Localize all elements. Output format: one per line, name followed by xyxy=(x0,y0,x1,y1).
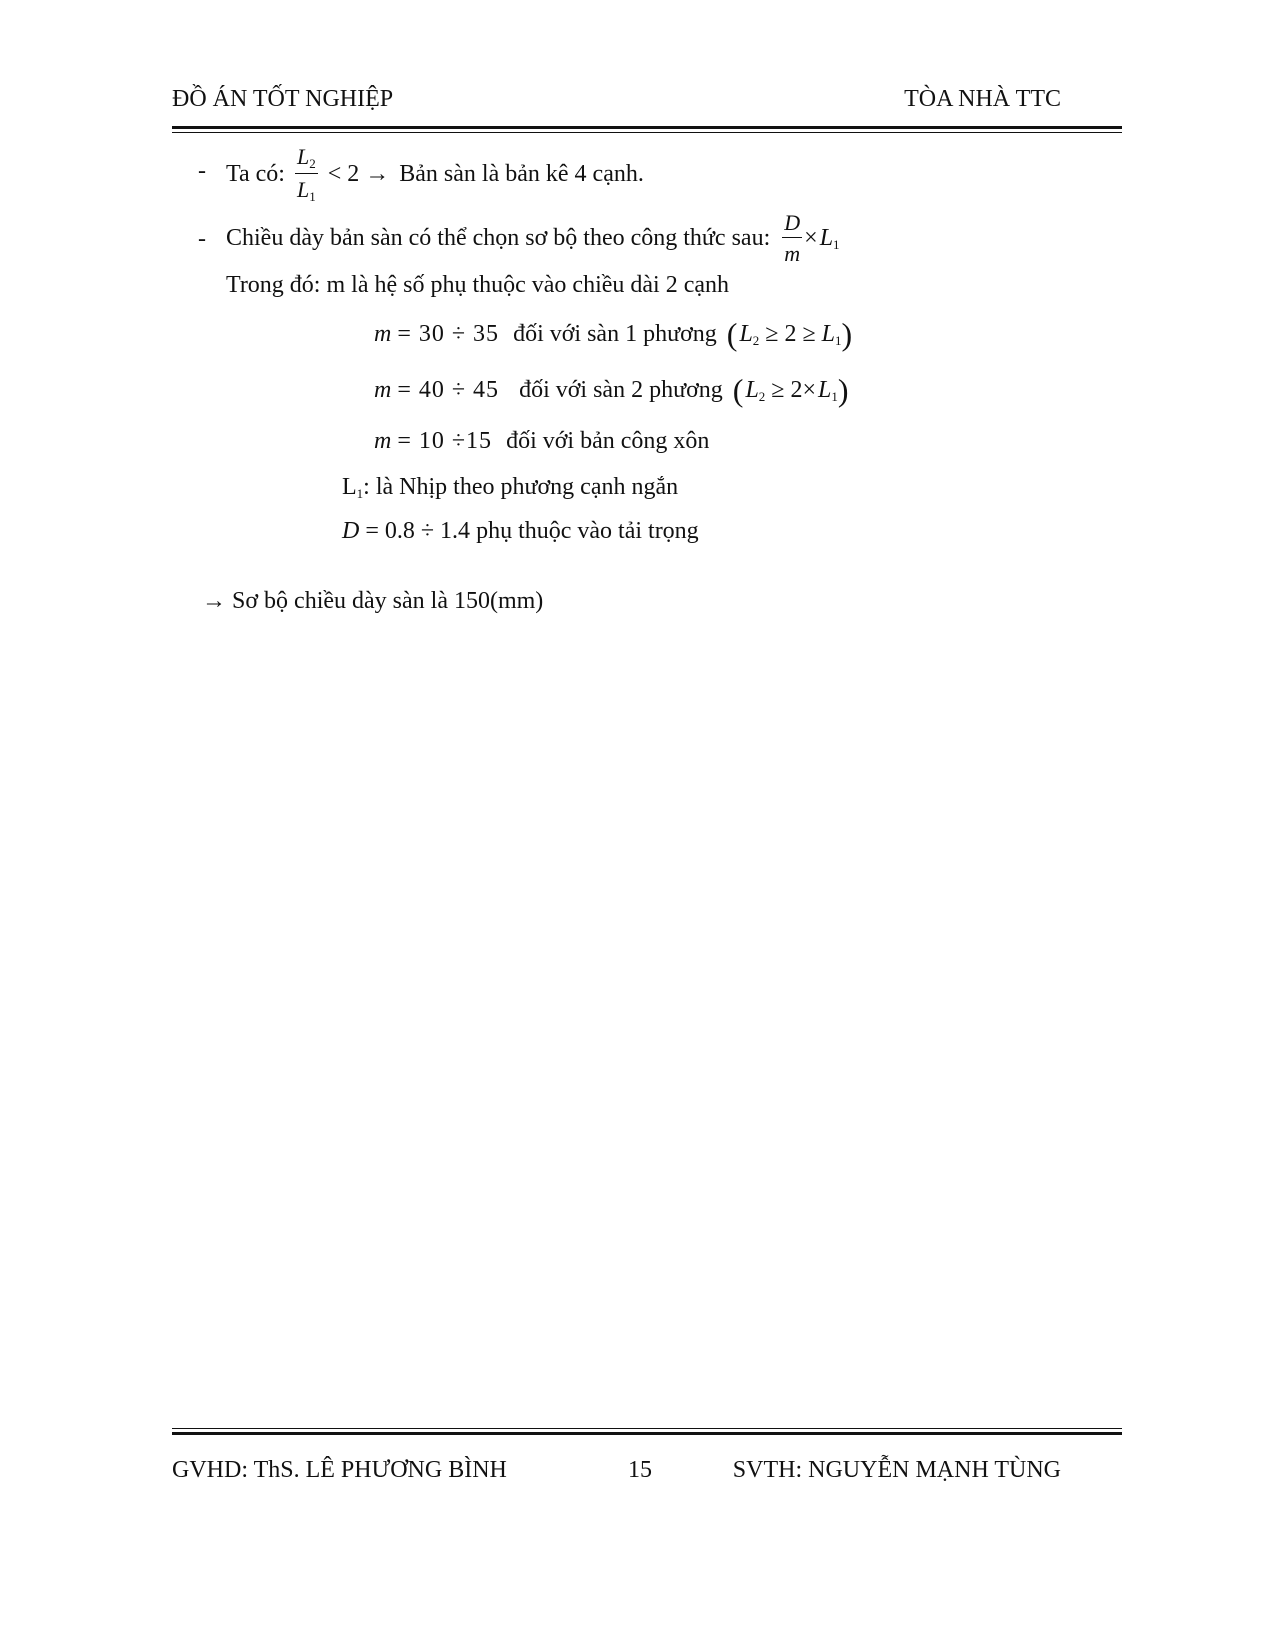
formula-num: D xyxy=(782,212,802,238)
footer-student: SVTH: NGUYỄN MẠNH TÙNG xyxy=(732,1457,1061,1483)
eq1-desc: đối với sàn 1 phương xyxy=(513,321,717,347)
eq2-paren-open: ( xyxy=(732,372,744,408)
bullet-2: - xyxy=(198,226,206,252)
eq2-cond-a-sub: 2 xyxy=(758,388,766,404)
l1-label-sub: 1 xyxy=(356,486,364,501)
eq1-cond-a-sub: 2 xyxy=(752,332,760,348)
line-thickness-formula xyxy=(226,212,840,265)
eq2-paren-close: ) xyxy=(837,372,849,408)
eq1-cond-b-sub: 1 xyxy=(835,332,842,348)
eq2-desc: đối với sàn 2 phương xyxy=(519,377,723,403)
footer-advisor: GVHD: ThS. LÊ PHƯƠNG BÌNH xyxy=(172,1457,507,1483)
bullet-1: - xyxy=(198,158,206,184)
eq2-cond-mid: ≥ 2× xyxy=(771,377,817,403)
eq3-expr: = 10 ÷15 xyxy=(397,428,493,454)
d-var: D xyxy=(342,518,360,544)
line-ratio-prefix: Ta có: xyxy=(226,161,285,187)
eq2-cond-b-sub: 1 xyxy=(831,388,838,404)
l1-label: L xyxy=(342,474,357,500)
equation-1 xyxy=(374,316,852,353)
header-right-title: TÒA NHÀ TTC xyxy=(904,86,1061,112)
formula-den: m xyxy=(784,241,801,266)
d-text: phụ thuộc vào tải trọng xyxy=(476,518,699,544)
line-ratio xyxy=(226,146,644,203)
ratio-num: L xyxy=(296,144,310,169)
equation-3 xyxy=(374,428,709,455)
footer-rule-thick xyxy=(172,1432,1122,1435)
eq1-expr: = 30 ÷ 35 xyxy=(397,321,500,347)
arrow-right-icon: → xyxy=(202,588,226,614)
eq3-var: m xyxy=(374,428,392,454)
header-left-title: ĐỒ ÁN TỐT NGHIỆP xyxy=(172,86,394,112)
footer-rule-thin xyxy=(172,1428,1122,1429)
formula-var: L xyxy=(819,224,834,251)
l1-definition xyxy=(342,474,678,502)
eq2-expr: = 40 ÷ 45 xyxy=(397,377,500,403)
ratio-conclusion: Bản sàn là bản kê 4 cạnh. xyxy=(399,161,644,187)
equation-2 xyxy=(374,372,849,409)
eq1-cond-b: L xyxy=(821,320,835,347)
header-rule-thick xyxy=(172,126,1122,129)
eq1-paren-open: ( xyxy=(726,316,738,352)
header-rule-thin xyxy=(172,132,1122,133)
page-number: 15 xyxy=(628,1457,652,1483)
d-definition xyxy=(342,518,699,545)
eq2-cond-a: L xyxy=(745,376,759,403)
thickness-formula xyxy=(782,212,839,265)
formula-var-sub: 1 xyxy=(833,236,840,252)
ratio-den-sub: 1 xyxy=(309,189,316,204)
formula-times: × xyxy=(804,225,818,251)
conclusion xyxy=(202,588,543,615)
eq2-cond-b: L xyxy=(818,376,832,403)
eq2-var: m xyxy=(374,377,392,403)
d-expr: = 0.8 ÷ 1.4 xyxy=(365,518,471,544)
l1-text: : là Nhịp theo phương cạnh ngắn xyxy=(363,474,679,500)
ratio-operator: < 2 → xyxy=(327,161,390,187)
eq3-desc: đối với bản công xôn xyxy=(506,428,710,454)
ratio-num-sub: 2 xyxy=(309,156,316,171)
ratio-den: L xyxy=(296,177,310,202)
where-text: Trong đó: m là hệ số phụ thuộc vào chiều dài 2 cạnh xyxy=(226,272,730,298)
ratio-fraction xyxy=(295,146,318,203)
eq1-cond-a: L xyxy=(739,320,753,347)
eq1-cond-mid: ≥ 2 ≥ xyxy=(765,321,816,347)
eq1-paren-close: ) xyxy=(841,316,853,352)
thickness-formula-text: Chiều dày bản sàn có thể chọn sơ bộ theo công thức sau: xyxy=(226,225,771,251)
eq1-var: m xyxy=(374,321,392,347)
conclusion-text: Sơ bộ chiều dày sàn là 150(mm) xyxy=(232,588,544,614)
